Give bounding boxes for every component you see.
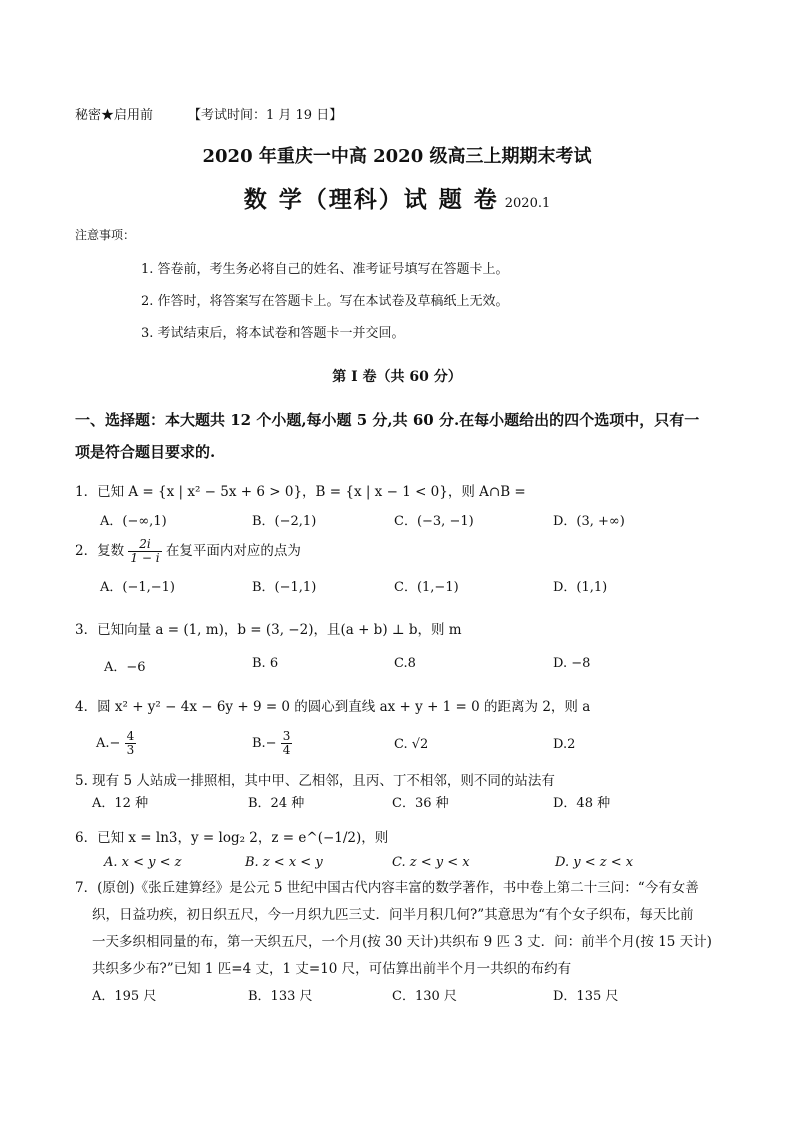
paper-title: 数 学（理科）试 题 卷 (243, 186, 499, 213)
question-1-stem: 1．已知 A = {x | x² − 5x + 6 > 0}，B = {x | x − 1 < 0}，则 A∩B = (75, 484, 526, 500)
q2-option-c: C．(1,−1) (394, 580, 459, 595)
q4-option-b-prefix: B.− (252, 736, 277, 751)
q2-option-a: A．(−1,−1) (100, 580, 175, 595)
exam-title: 2020 年重庆一中高 2020 级高三上期期末考试 (202, 146, 592, 167)
question-4-stem: 4．圆 x² + y² − 4x − 6y + 9 = 0 的圆心到直线 ax + y + 1 = 0 的距离为 2，则 a (75, 699, 591, 715)
q4-a-numerator: 4 (126, 729, 135, 743)
q4-option-c: C. √2 (394, 737, 429, 752)
section-instruction-line2: 项是符合题目要求的. (75, 443, 216, 461)
q4-option-d: D.2 (553, 737, 576, 752)
q6-option-a: A. x < y < z (104, 855, 182, 870)
q6-option-c: C. z < y < x (392, 855, 470, 870)
q2-stem-post: 在复平面内对应的点为 (165, 543, 301, 559)
paper-date: 2020.1 (504, 196, 551, 211)
q1-option-b: B．(−2,1) (252, 514, 317, 529)
q1-option-a: A．(−∞,1) (100, 514, 167, 529)
q4-option-b-fraction (281, 730, 293, 757)
q7-option-d: D．135 尺 (553, 989, 619, 1004)
q7-option-c: C．130 尺 (392, 989, 457, 1004)
q5-option-b: B．24 种 (248, 796, 305, 811)
question-2-stem (75, 538, 301, 565)
q6-option-d: D. y < z < x (555, 855, 634, 870)
q3-option-b: B. 6 (252, 656, 279, 671)
exam-time-label: 【考试时间：1 月 19 日】 (188, 108, 343, 123)
question-5-stem: 5. 现有 5 人站成一排照相，其中甲、乙相邻，且丙、丁不相邻，则不同的站法有 (75, 773, 555, 789)
q6-option-b: B. z < x < y (245, 855, 323, 870)
question-7-line3: 一天多织相同量的布，第一天织五尺，一个月(按 30 天计)共织布 9 匹 3 丈．问：前半个月(按 15 天计) (92, 934, 712, 950)
part1-title: 第 I 卷（共 60 分） (332, 369, 462, 385)
q5-option-d: D．48 种 (553, 796, 611, 811)
question-3-stem: 3．已知向量 a = (1, m)，b = (3, −2)，且(a + b) ⊥ b，则 m (75, 622, 462, 638)
q4-option-a (96, 730, 136, 757)
question-7-line1: 7．(原创)《张丘建算经》是公元 5 世纪中国古代内容丰富的数学著作，书中卷上第二十三问：“今有女善 (75, 880, 699, 896)
q4-b-numerator: 3 (282, 729, 291, 743)
notes-heading: 注意事项： (75, 228, 136, 242)
q3-option-d: D. −8 (553, 656, 591, 671)
q5-option-a: A．12 种 (92, 796, 149, 811)
q4-option-b (252, 730, 292, 757)
q2-stem-pre: 2．复数 (75, 543, 125, 559)
question-7-line2: 织，日益功疾，初日织五尺，今一月织九匹三丈．问半月积几何?”其意思为“有个女子织布，每天比前 (92, 907, 694, 923)
q4-option-a-fraction (125, 730, 137, 757)
q1-option-c: C．(−3, −1) (394, 514, 474, 529)
q2-option-b: B．(−1,1) (252, 580, 317, 595)
q7-option-b: B．133 尺 (248, 989, 313, 1004)
q4-a-denominator: 3 (126, 743, 135, 757)
q4-option-a-prefix: A.− (96, 736, 121, 751)
paper-title-row (0, 181, 794, 214)
q3-option-c: C.8 (394, 656, 416, 671)
q2-fraction-numerator: 2i (128, 538, 161, 552)
q3-option-a: A．−6 (104, 660, 146, 675)
q4-b-denominator: 4 (282, 743, 291, 757)
q5-option-c: C．36 种 (392, 796, 449, 811)
section-instruction-line1: 一、选择题：本大题共 12 个小题,每小题 5 分,共 60 分.在每小题给出的四个选项中，只有一 (75, 411, 700, 429)
note-item-3: 3. 考试结束后，将本试卷和答题卡一并交回。 (141, 326, 405, 341)
note-item-1: 1. 答卷前，考生务必将自己的姓名、准考证号填写在答题卡上。 (141, 262, 509, 277)
q2-fraction (128, 538, 161, 565)
q7-option-a: A．195 尺 (92, 989, 157, 1004)
note-item-2: 2. 作答时，将答案写在答题卡上。写在本试卷及草稿纸上无效。 (141, 294, 509, 309)
q2-option-d: D．(1,1) (553, 580, 608, 595)
question-6-stem: 6．已知 x = ln3，y = log₂ 2，z = e^(−1/2)，则 (75, 830, 389, 846)
confidential-label: 秘密★启用前 (75, 108, 154, 123)
q1-option-d: D．(3, +∞) (553, 514, 625, 529)
question-7-line4: 共织多少布?”已知 1 匹=4 丈，1 丈=10 尺，可估算出前半个月一共织的布约有 (92, 961, 572, 977)
q2-fraction-denominator: 1 − i (130, 551, 160, 565)
